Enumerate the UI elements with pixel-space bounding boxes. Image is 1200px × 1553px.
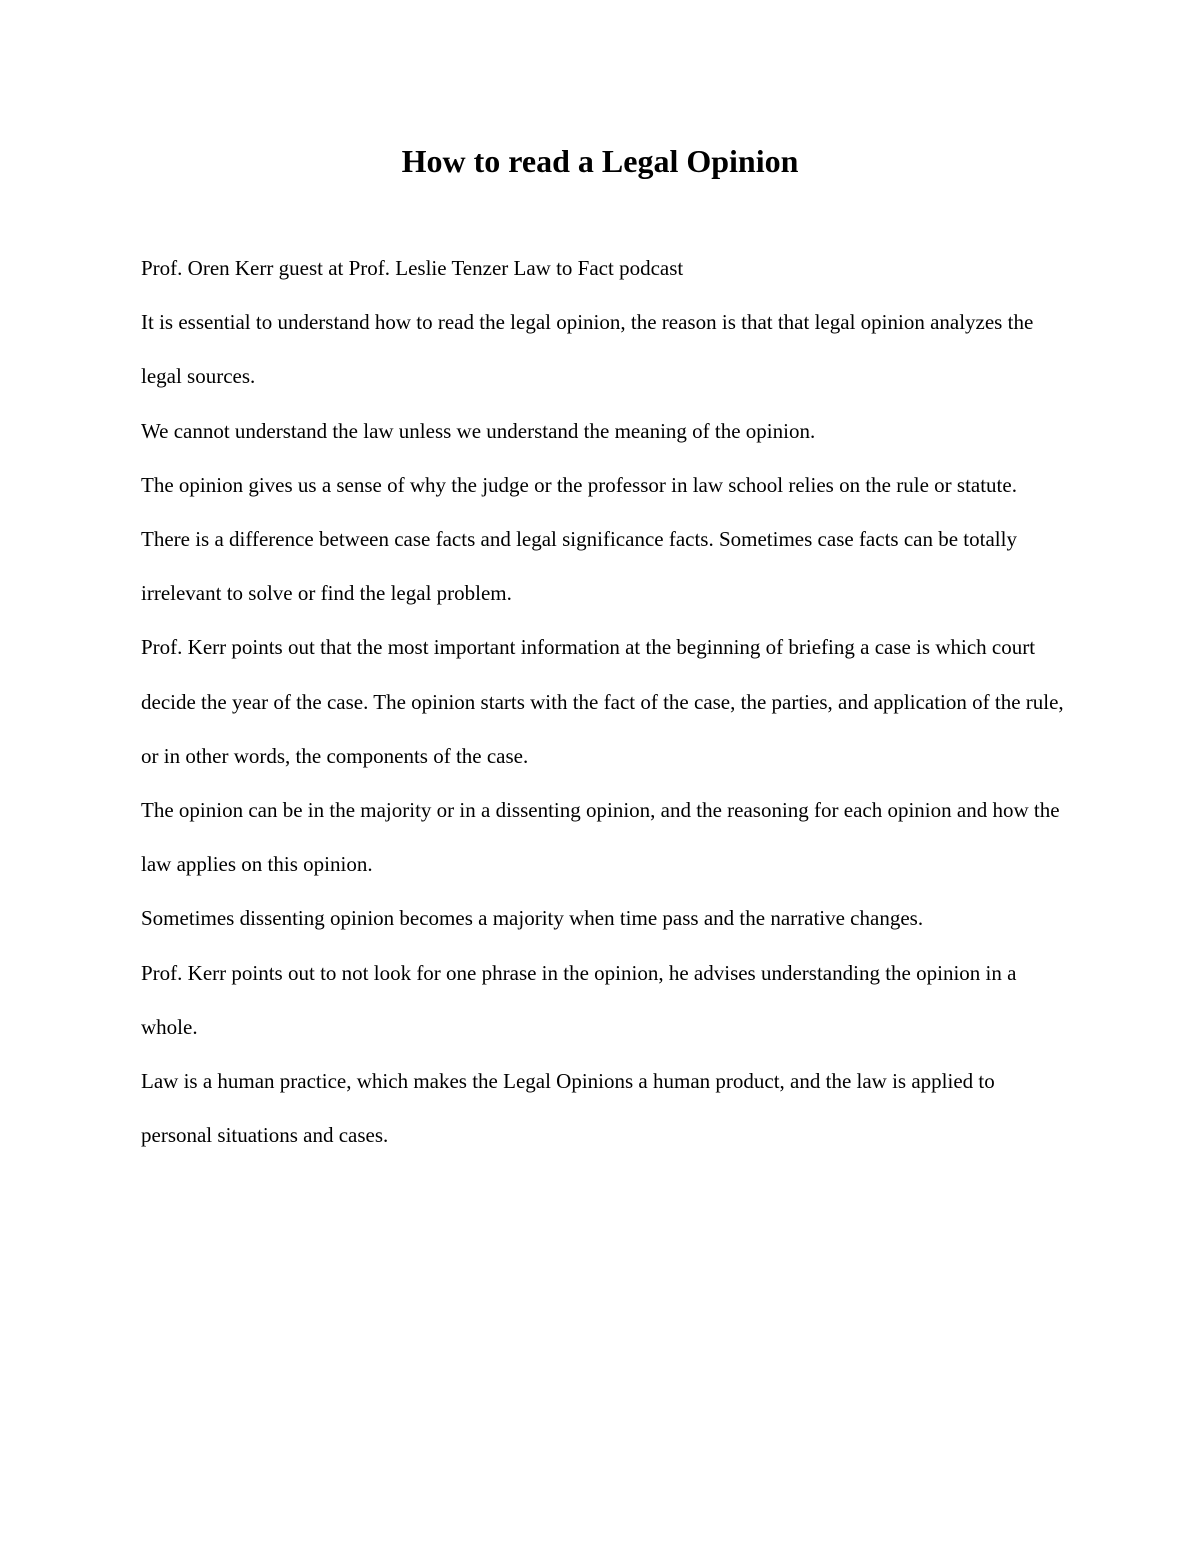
paragraph-essential: It is essential to understand how to read the legal opinion, the reason is that that legal opinion analyzes the legal sources. — [141, 310, 1034, 389]
paragraph-human-practice: Law is a human practice, which makes the Legal Opinions a human product, and the law is applied to personal situations and cases. — [141, 1069, 995, 1148]
paragraph-dissent-majority: Sometimes dissenting opinion becomes a majority when time pass and the narrative changes. — [141, 906, 924, 931]
paragraph-briefing: Prof. Kerr points out that the most important information at the beginning of briefing a case is which court decide the year of the case. The opinion starts with the fact of the case, the parties, and application of the rule, or in other words, the components of the case. — [141, 635, 1064, 768]
paragraph-understand-law: We cannot understand the law unless we understand the meaning of the opinion. — [141, 418, 816, 443]
paragraph-opinion-sense: The opinion gives us a sense of why the judge or the professor in law school relies on the rule or statute. — [141, 472, 1017, 497]
document-body — [141, 241, 1071, 1162]
paragraph-majority-dissent: The opinion can be in the majority or in a dissenting opinion, and the reasoning for each opinion and how the law applies on this opinion. — [141, 798, 1060, 877]
document-title: How to read a Legal Opinion — [401, 143, 799, 179]
paragraph-podcast-credit: Prof. Oren Kerr guest at Prof. Leslie Tenzer Law to Fact podcast — [141, 256, 684, 280]
paragraph-case-facts: There is a difference between case facts and legal significance facts. Sometimes case facts can be totally irrelevant to solve or find the legal problem. — [141, 527, 1017, 606]
paragraph-one-phrase: Prof. Kerr points out to not look for one phrase in the opinion, he advises understanding the opinion in a whole. — [141, 960, 1017, 1039]
